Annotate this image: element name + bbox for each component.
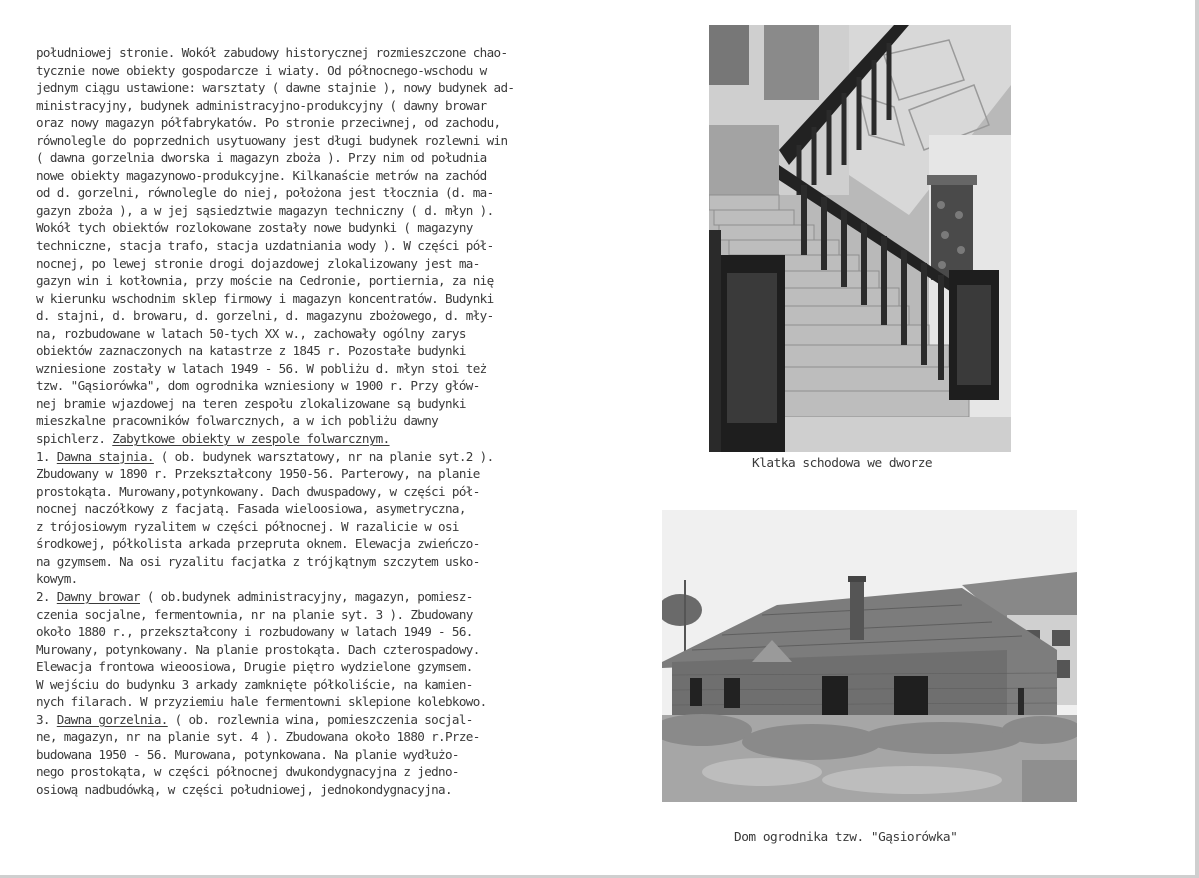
- text-line: nowe obiekty magazynowo-produkcyjne. Kilkanaście metrów na zachód: [36, 167, 487, 183]
- text-line: środkowej, półkolista arkada przepruta oknem. Elewacja zwieńczo-: [36, 536, 480, 552]
- staircase-caption: Klatka schodowa we dworze: [752, 456, 933, 471]
- text-line: z trójosiowym ryzalitem w części północnej. W razalicie w osi: [36, 518, 459, 534]
- text-line: czenia socjalne, fermentownia, nr na planie syt. 3 ). Zbudowany: [36, 606, 473, 622]
- text-line: budowana 1950 - 56. Murowana, potynkowana. Na planie wydłużo-: [36, 746, 459, 762]
- text-line: Elewacja frontowa wieoosiowa, Drugie piętro wydzielone gzymsem.: [36, 659, 473, 675]
- underlined-heading: Dawna gorzelnia.: [56, 711, 168, 727]
- text-line: tycznie nowe obiekty gospodarcze i wiaty. Od północnego-wschodu w: [36, 62, 487, 78]
- text-line: [36, 711, 646, 729]
- text-line-lead: 1.: [36, 448, 57, 464]
- text-line: [36, 448, 646, 466]
- text-line-lead: spichlerz.: [36, 431, 113, 447]
- text-line: obiektów zaznaczonych na katastrze z 1845 r. Pozostałe budynki: [36, 343, 466, 359]
- text-line: tzw. "Gąsiorówka", dom ogrodnika wzniesiony w 1900 r. Przy głów-: [36, 378, 480, 394]
- underlined-heading: Zabytkowe obiekty w zespole folwarcznym.: [112, 431, 390, 447]
- text-line: mieszkalne pracowników folwarcznych, a w ich pobliżu dawny: [36, 413, 439, 429]
- text-line-tail: ( ob. budynek warsztatowy, nr na planie syt.2 ).: [153, 448, 494, 464]
- text-line-tail: ( ob. rozlewnia wina, pomieszczenia socjal-: [167, 711, 473, 727]
- text-line: oraz nowy magazyn półfabrykatów. Po stronie przeciwnej, od zachodu,: [36, 115, 501, 131]
- body-text: [36, 44, 646, 799]
- text-line: od d. gorzelni, równolegle do niej, położona jest tłocznia (d. ma-: [36, 185, 494, 201]
- text-line: prostokąta. Murowany,potynkowany. Dach dwuspadowy, w części pół-: [36, 483, 480, 499]
- underlined-heading: Dawna stajnia.: [56, 448, 154, 464]
- text-line: nocnej, po lewej stronie drogi dojazdowej zlokalizowany jest ma-: [36, 255, 480, 271]
- text-line-lead: 3.: [36, 711, 57, 727]
- text-line: [36, 588, 646, 606]
- text-line: ministracyjny, budynek administracyjno-produkcyjny ( dawny browar: [36, 97, 487, 113]
- text-line-lead: 2.: [36, 588, 57, 604]
- text-line: Wokół tych obiektów rozlokowane zostały nowe budynki ( magazyny: [36, 220, 473, 236]
- text-line-tail: ( ob.budynek administracyjny, magazyn, pomiesz-: [139, 588, 473, 604]
- text-line: ne, magazyn, nr na planie syt. 4 ). Zbudowana około 1880 r.Prze-: [36, 729, 480, 745]
- text-line: nych filarach. W przyziemiu hale fermentowni sklepione kolebkowo.: [36, 694, 487, 710]
- text-line: kowym.: [36, 571, 78, 587]
- text-line: jednym ciągu ustawione: warsztaty ( dawne stajnie ), nowy budynek ad-: [36, 80, 515, 96]
- text-line: Zbudowany w 1890 r. Przekształcony 1950-56. Parterowy, na planie: [36, 466, 480, 482]
- text-line: ( dawna gorzelnia dworska i magazyn zboża ). Przy nim od południa: [36, 150, 487, 166]
- text-line: nego prostokąta, w części północnej dwukondygnacyjna z jedno-: [36, 764, 459, 780]
- text-line: gazyn win i kotłownia, przy moście na Cedronie, portiernia, za nię: [36, 273, 494, 289]
- text-line: nocnej naczółkowy z facjatą. Fasada wieloosiowa, asymetryczna,: [36, 501, 466, 517]
- text-line: techniczne, stacja trafo, stacja uzdatniania wody ). W części pół-: [36, 238, 494, 254]
- text-line: Murowany, potynkowany. Na planie prostokąta. Dach czterospadowy.: [36, 641, 480, 657]
- text-line: wzniesione zostały w latach 1949 - 56. W pobliżu d. młyn stoi też: [36, 360, 487, 376]
- text-line: W wejściu do budynku 3 arkady zamknięte półkoliście, na kamien-: [36, 676, 473, 692]
- text-line: nej bramie wjazdowej na teren zespołu zlokalizowane są budynki: [36, 395, 466, 411]
- text-line: w kierunku wschodnim sklep firmowy i magazyn koncentratów. Budynki: [36, 290, 494, 306]
- gardener-house-photo: [662, 510, 1077, 802]
- staircase-photo: [709, 25, 1011, 452]
- text-line: osiową nadbudówką, w części południowej, jednokondygnacyjna.: [36, 781, 452, 797]
- text-line: [36, 430, 646, 448]
- underlined-heading: Dawny browar: [56, 588, 140, 604]
- gardener-house-caption: Dom ogrodnika tzw. "Gąsiorówka": [734, 830, 958, 845]
- text-line: gazyn zboża ), a w jej sąsiedztwie magazyn techniczny ( d. młyn ).: [36, 202, 494, 218]
- text-line: d. stajni, d. browaru, d. gorzelni, d. magazynu zbożowego, d. mły-: [36, 308, 494, 324]
- text-line: południowej stronie. Wokół zabudowy historycznej rozmieszczone chao-: [36, 45, 508, 60]
- text-line: na, rozbudowane w latach 50-tych XX w., zachowały ogólny zarys: [36, 325, 466, 341]
- text-line: równolegle do poprzednich usytuowany jest długi budynek rozlewni win: [36, 132, 508, 148]
- text-line: około 1880 r., przekształcony i rozbudowany w latach 1949 - 56.: [36, 624, 473, 640]
- text-line: na gzymsem. Na osi ryzalitu facjatka z trójkątnym szczytem usko-: [36, 553, 480, 569]
